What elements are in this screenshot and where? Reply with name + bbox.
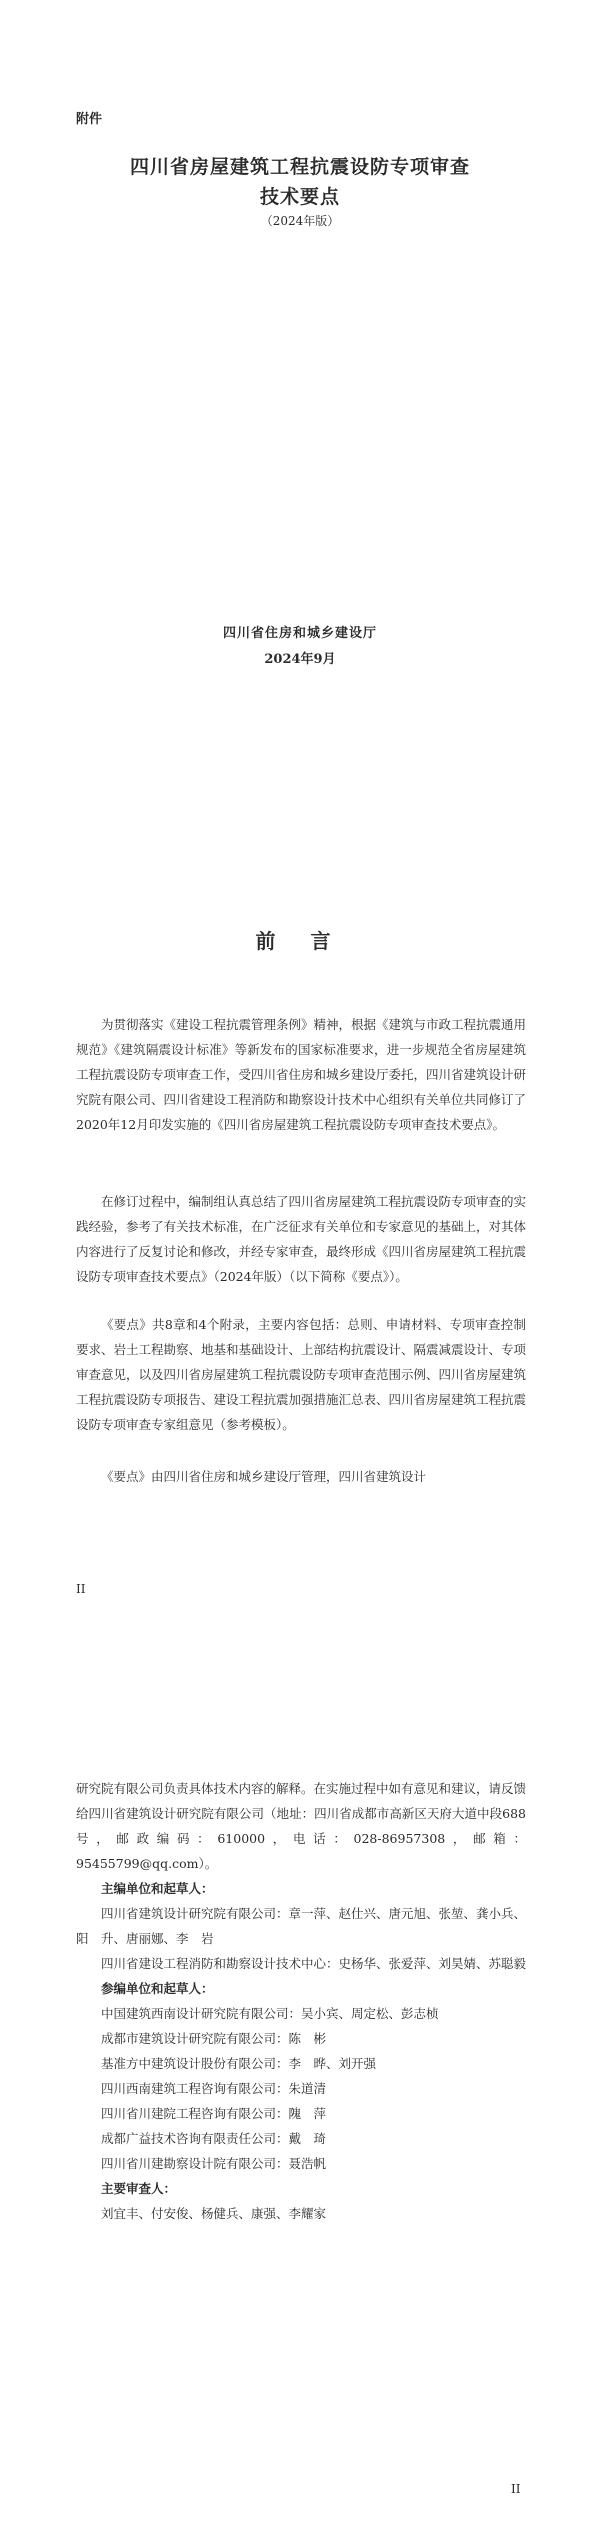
co-editor-entry: 基准方中建筑设计股份有限公司：李 晔、刘开强 (101, 2056, 377, 2071)
page-number: II (511, 2482, 521, 2496)
co-editors-heading: 参编单位和起草人： (101, 1981, 214, 1996)
co-editor-entry: 成都市建筑设计研究院有限公司：陈 彬 (101, 2031, 327, 2046)
chief-editor-entry: 四川省建设工程消防和勘察设计技术中心：史杨华、张爱萍、刘昊婧、苏聪毅 (101, 1956, 527, 1971)
issuer-name: 四川省住房和城乡建设厅 (222, 626, 377, 641)
edition-label: （2024年版） (260, 214, 340, 228)
document-title-line1: 四川省房屋建筑工程抗震设防专项审查 (129, 156, 470, 178)
preface-paragraph (76, 1012, 526, 1137)
reviewers-list: 刘宜丰、付安俊、杨健兵、康强、李耀家 (101, 2206, 327, 2221)
preface-title: 前 言 (255, 929, 345, 953)
continuation-paragraph: 研究院有限公司负责具体技术内容的解释。在实施过程中如有意见和建议，请反馈给四川省建筑设计研究院有限公司（地址：四川省成都市高新区天府大道中段688号，邮政编码：610000，电话：028-86957308，邮箱：95455799@qq.com）。 (76, 1781, 527, 1871)
attachment-label: 附件 (76, 112, 103, 127)
chief-editors-heading: 主编单位和起草人： (101, 1881, 214, 1896)
co-editor-entry: 四川省川建院工程咨询有限公司：隗 萍 (101, 2106, 327, 2121)
co-editor-entry: 中国建筑西南设计研究院有限公司：吴小宾、周定松、彭志桢 (101, 2006, 439, 2021)
co-editor-entry: 四川西南建筑工程咨询有限公司：朱道清 (101, 2081, 327, 2096)
page-number: II (76, 1582, 86, 1596)
document-title-line2: 技术要点 (259, 186, 340, 208)
co-editor-entry: 四川省川建勘察设计院有限公司：聂浩帆 (101, 2156, 327, 2171)
preface-paragraph-2: 在修订过程中，编制组认真总结了四川省房屋建筑工程抗震设防专项审查的实践经验，参考了有关技术标准，在广泛征求有关单位和专家意见的基础上，对其体内容进行了反复讨论和修改，并经专家审查，最终形成《四川省房屋建筑工程抗震设防专项审查技术要点》（2024年版）（以下简称《要点》）。 (76, 1194, 527, 1284)
preface-paragraph-3: 《要点》共8章和4个附录，主要内容包括：总则、申请材料、专项审查控制要求、岩土工程勘察、地基和基础设计、上部结构抗震设计、隔震减震设计、专项审查意见，以及四川省房屋建筑工程抗震设防专项审查范围示例、四川省房屋建筑工程抗震设防专项报告、建设工程抗震加强措施汇总表、四川省房屋建筑工程抗震设防专项审查专家组意见（参考模板）。 (76, 1317, 527, 1432)
reviewers-heading: 主要审查人： (101, 2181, 177, 2196)
preface-paragraph-4: 《要点》由四川省住房和城乡建设厅管理，四川省建筑设计 (101, 1469, 427, 1484)
preface-paragraph (76, 1464, 526, 1489)
preface-paragraph (76, 1312, 526, 1437)
issue-date: 2024年9月 (264, 652, 336, 667)
preface-continuation (76, 1776, 526, 2226)
co-editor-entry: 成都广益技术咨询有限责任公司：戴 琦 (101, 2131, 327, 2146)
preface-paragraph (76, 1189, 526, 1289)
preface-paragraph-1: 为贯彻落实《建设工程抗震管理条例》精神，根据《建筑与市政工程抗震通用规范》《建筑隔震设计标准》等新发布的国家标准要求，进一步规范全省房屋建筑工程抗震设防专项审查工作，受四川省住房和城乡建设厅委托，四川省建筑设计研究院有限公司、四川省建设工程消防和勘察设计技术中心组织有关单位共同修订了2020年12月印发实施的《四川省房屋建筑工程抗震设防专项审查技术要点》。 (76, 1017, 527, 1132)
chief-editor-entry: 四川省建筑设计研究院有限公司：章一萍、赵仕兴、唐元旭、张堃、龚小兵、阳 升、唐丽娜、李 岩 (76, 1906, 527, 1946)
